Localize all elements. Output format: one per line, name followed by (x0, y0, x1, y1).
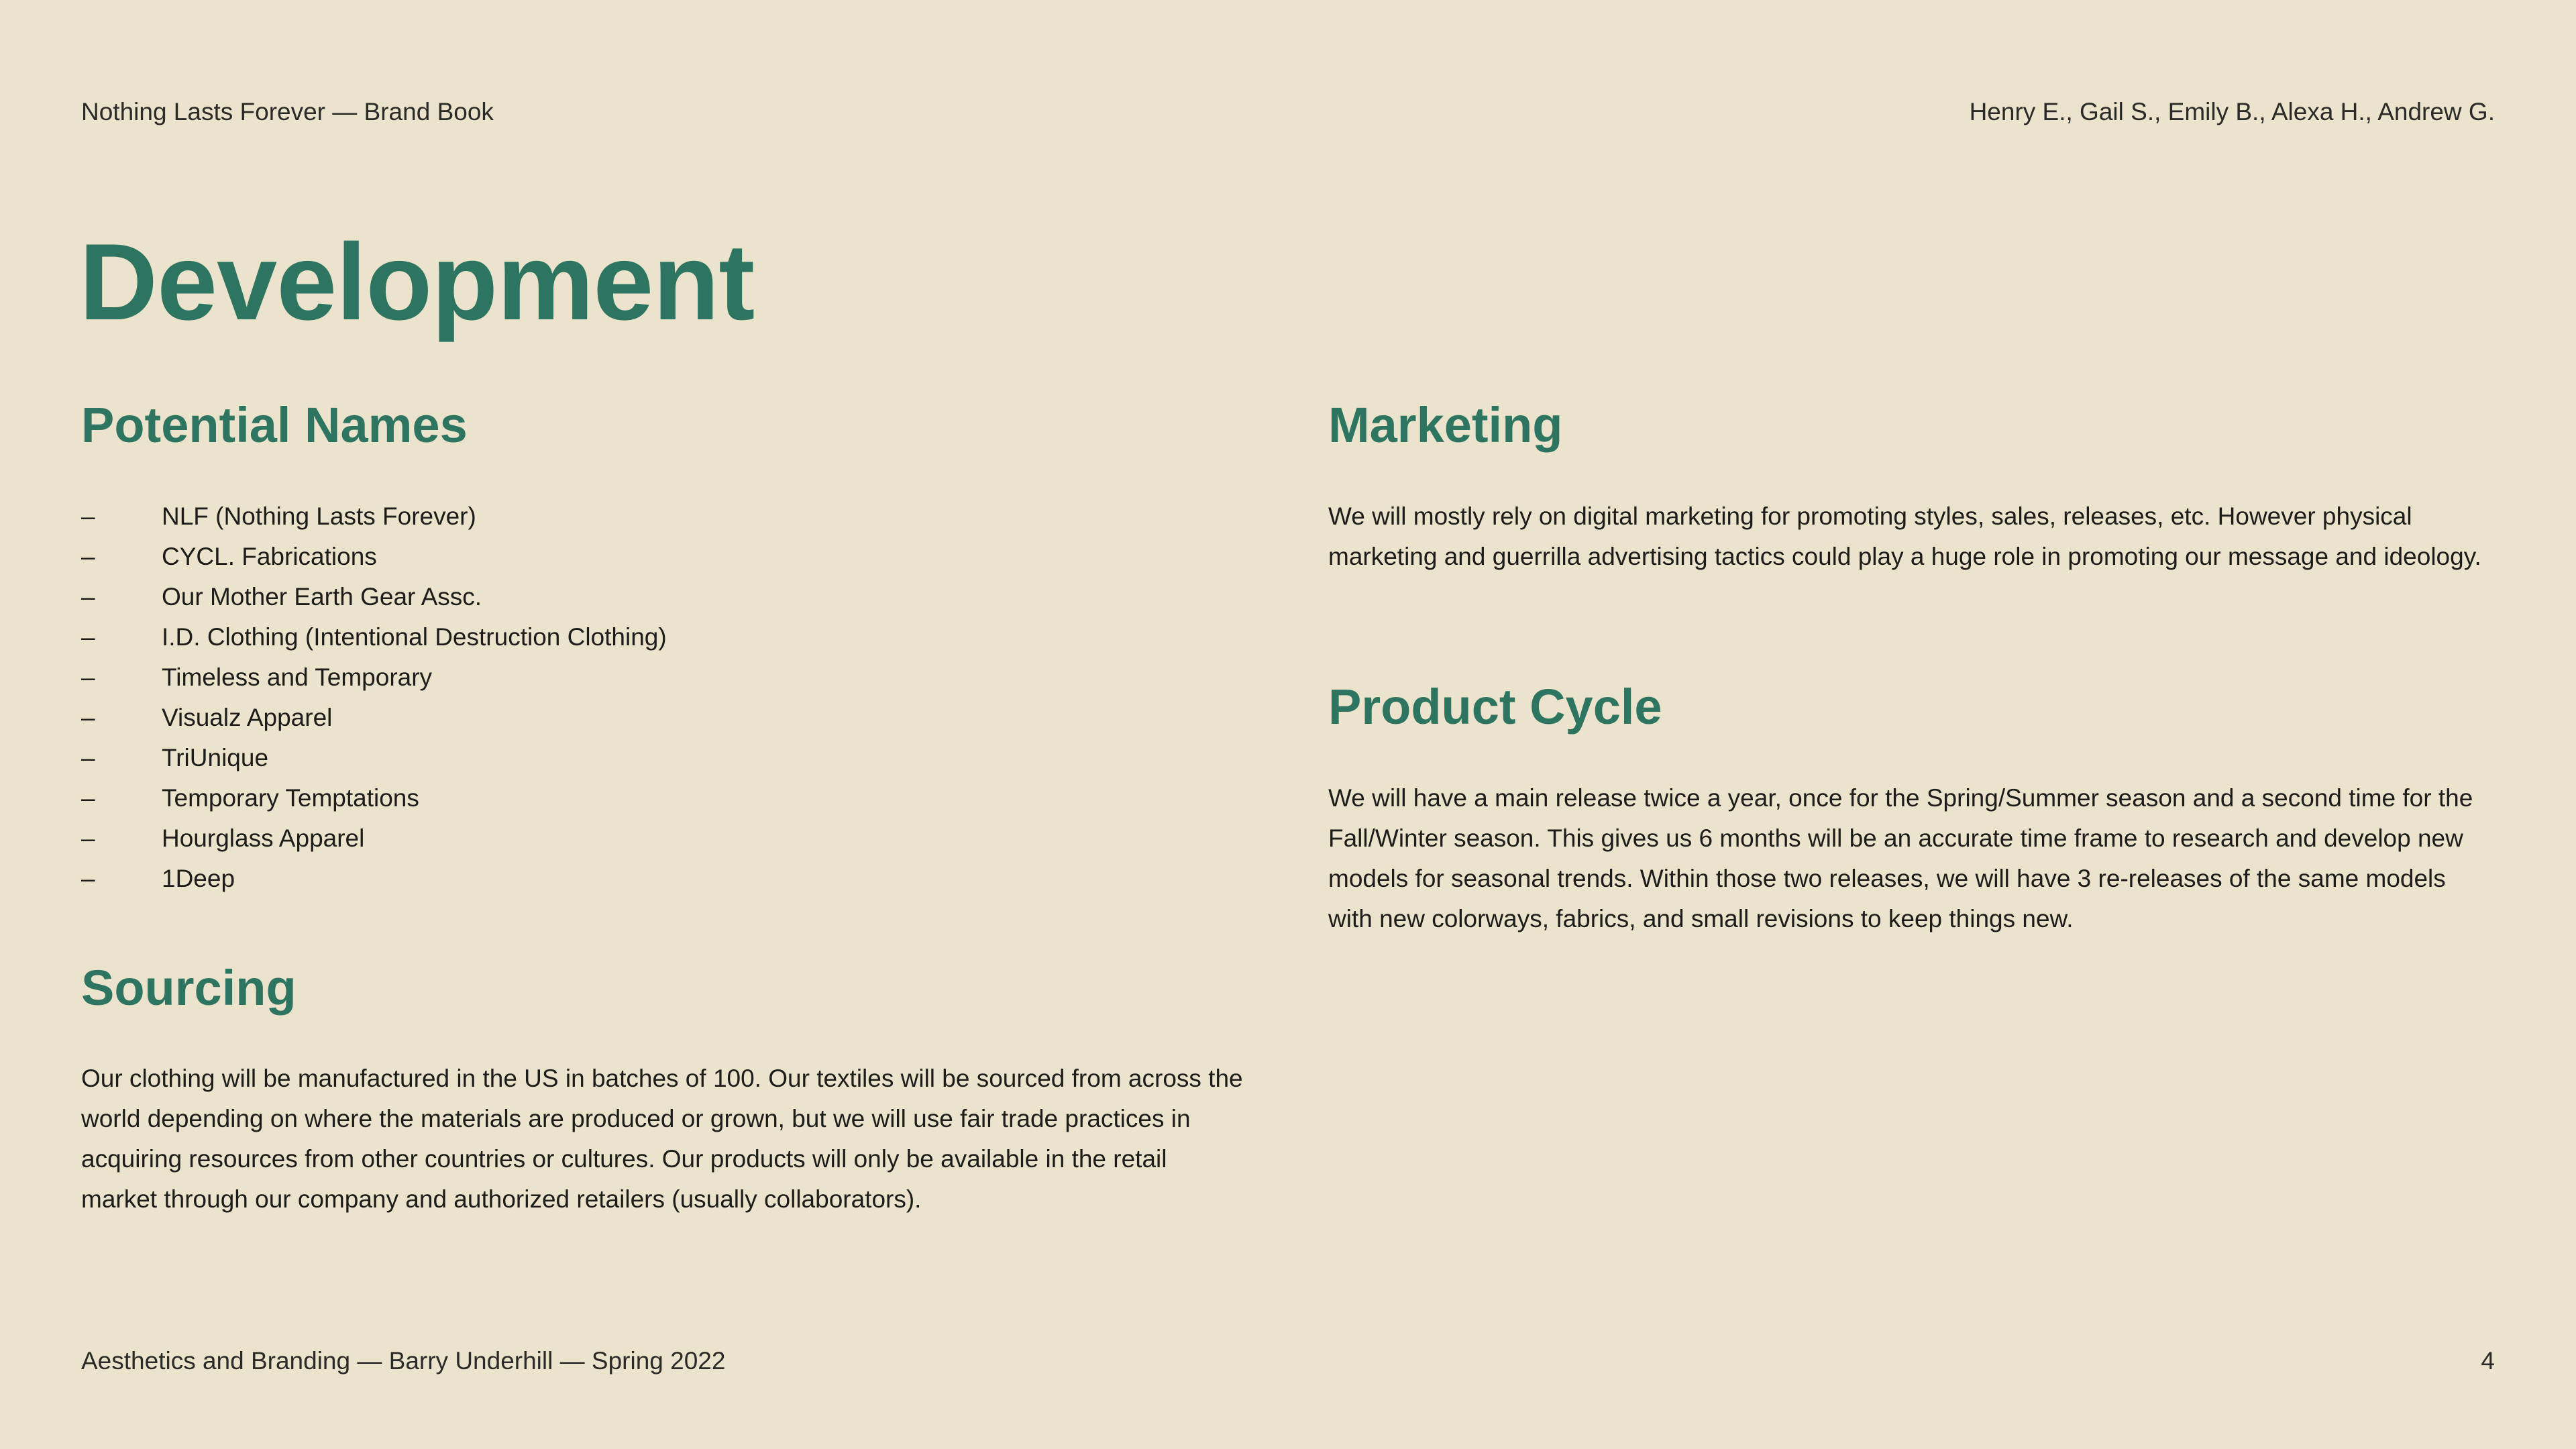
name-label: TriUnique (162, 744, 269, 771)
list-item (81, 698, 667, 738)
sourcing-paragraph: Our clothing will be manufactured in the US in batches of 100. Our textiles will be sourced from across the world depending on where the materials are produced or grown, but we will use fair trade practices in acquiring resources from other countries or cultures. Our products will only be available in the retail market through our company and authorized retailers (usually collaborators). (81, 1065, 1243, 1213)
potential-names-list (81, 496, 667, 899)
page-title: Development (79, 221, 755, 343)
list-item (81, 818, 667, 859)
dash-bullet: – (81, 704, 95, 731)
list-item (81, 657, 667, 698)
footer-course-info: Aesthetics and Branding — Barry Underhill — Spring 2022 (81, 1347, 726, 1375)
potential-names-heading: Potential Names (81, 397, 468, 453)
product-cycle-paragraph: We will have a main release twice a year, once for the Spring/Summer season and a second time for the Fall/Winter season. This gives us 6 months will be an accurate time frame to research and develop new models for seasonal trends. Within those two releases, we will have 3 re-releases of the same models with new colorways, fabrics, and small revisions to keep things new. (1328, 784, 2473, 932)
marketing-heading: Marketing (1328, 397, 1563, 453)
name-label: NLF (Nothing Lasts Forever) (162, 502, 476, 530)
list-item (81, 577, 667, 617)
list-item (81, 537, 667, 577)
list-item (81, 496, 667, 537)
name-label: 1Deep (162, 865, 235, 892)
name-label: Timeless and Temporary (162, 663, 433, 691)
sourcing-heading: Sourcing (81, 960, 297, 1016)
list-item (81, 617, 667, 657)
name-label: Hourglass Apparel (162, 824, 365, 852)
dash-bullet: – (81, 583, 95, 610)
dash-bullet: – (81, 502, 95, 530)
name-label: I.D. Clothing (Intentional Destruction Clothing) (162, 623, 667, 651)
dash-bullet: – (81, 744, 95, 771)
dash-bullet: – (81, 663, 95, 691)
marketing-paragraph: We will mostly rely on digital marketing for promoting styles, sales, releases, etc. However physical marketing and guerrilla advertising tactics could play a huge role in promoting our message and ideology. (1328, 502, 2481, 570)
dash-bullet: – (81, 824, 95, 852)
dash-bullet: – (81, 784, 95, 812)
list-item (81, 859, 667, 899)
page-number: 4 (2481, 1347, 2495, 1375)
list-item (81, 778, 667, 818)
dash-bullet: – (81, 543, 95, 570)
product-cycle-heading: Product Cycle (1328, 679, 1662, 735)
name-label: CYCL. Fabrications (162, 543, 377, 570)
dash-bullet: – (81, 865, 95, 892)
name-label: Visualz Apparel (162, 704, 333, 731)
name-label: Our Mother Earth Gear Assc. (162, 583, 482, 610)
list-item (81, 738, 667, 778)
name-label: Temporary Temptations (162, 784, 419, 812)
header-authors: Henry E., Gail S., Emily B., Alexa H., Andrew G. (1969, 98, 2495, 125)
dash-bullet: – (81, 623, 95, 651)
header-brand-book-title: Nothing Lasts Forever — Brand Book (81, 98, 494, 125)
